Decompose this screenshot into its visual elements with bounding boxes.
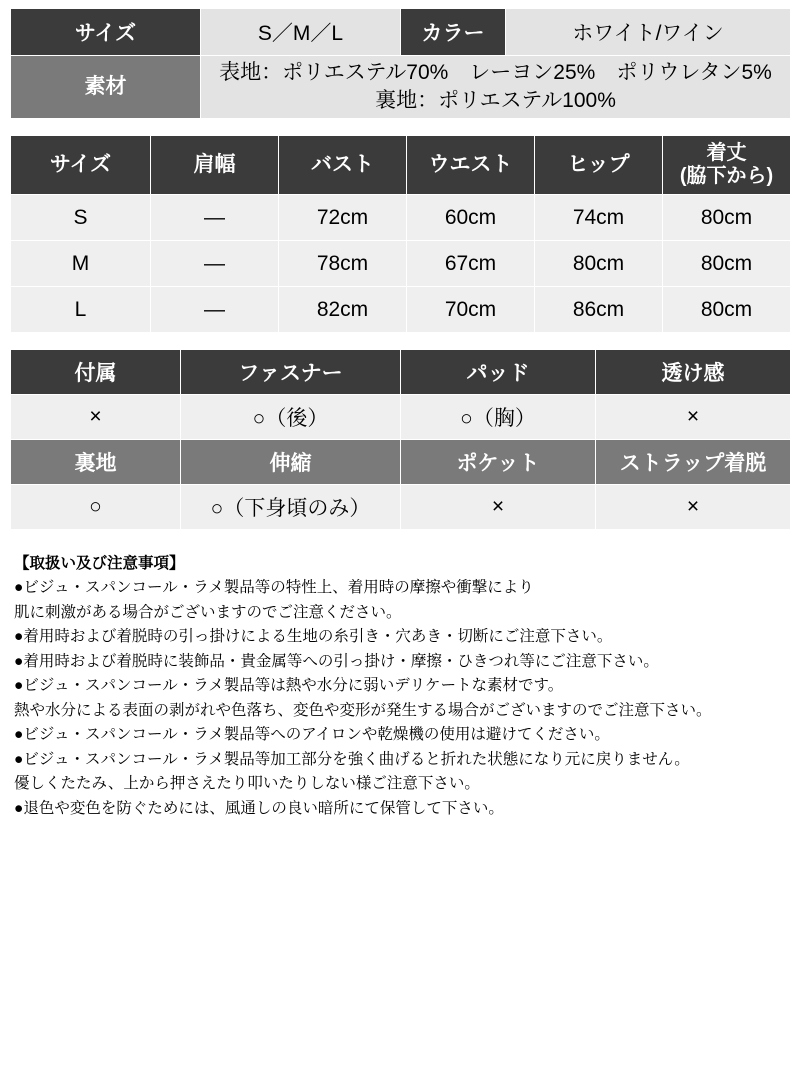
spec-value-material [201, 56, 791, 119]
feature-value-lining: ○ [11, 485, 181, 530]
feature-header-strap: ストラップ着脱 [596, 440, 791, 485]
feature-header-accessory: 付属 [11, 350, 181, 395]
size-cell-hip: 86cm [535, 287, 663, 333]
feature-header-zipper: ファスナー [181, 350, 401, 395]
feature-header-row-1 [11, 350, 791, 395]
size-row-s [11, 195, 791, 241]
care-note-line: ●着用時および着脱時の引っ掛けによる生地の糸引き・穴あき・切断にご注意下さい。 [14, 628, 613, 646]
feature-header-lining: 裏地 [11, 440, 181, 485]
size-cell-waist: 70cm [407, 287, 535, 333]
size-cell-bust: 72cm [279, 195, 407, 241]
feature-value-sheerness: × [596, 395, 791, 440]
feature-table [10, 349, 791, 530]
feature-value-zipper: ○（後） [181, 395, 401, 440]
care-notes [10, 552, 790, 821]
size-header-length [663, 136, 791, 195]
feature-value-accessory: × [11, 395, 181, 440]
spec-label-color: カラー [401, 9, 506, 56]
spec-label-material: 素材 [11, 56, 201, 119]
size-chart-header-row [11, 136, 791, 195]
size-row-m [11, 241, 791, 287]
care-note-line: ●ビジュ・スパンコール・ラメ製品等加工部分を強く曲げると折れた状態になり元に戻りません。 [14, 750, 690, 768]
spec-label-size: サイズ [11, 9, 201, 56]
size-cell-length: 80cm [663, 287, 791, 333]
feature-header-pocket: ポケット [401, 440, 596, 485]
feature-header-pad: パッド [401, 350, 596, 395]
material-line-lining: 裏地：ポリエステル100% [375, 89, 616, 112]
spec-row-material [11, 56, 791, 119]
spec-value-size: S／M／L [201, 9, 401, 56]
size-header-bust: バスト [279, 136, 407, 195]
size-cell-length: 80cm [663, 195, 791, 241]
spec-value-color: ホワイト/ワイン [506, 9, 791, 56]
care-note-line: 肌に刺激がある場合がございますのでご注意ください。 [14, 603, 402, 621]
size-cell-hip: 80cm [535, 241, 663, 287]
size-cell-shoulder: — [151, 287, 279, 333]
size-cell-bust: 78cm [279, 241, 407, 287]
size-row-l [11, 287, 791, 333]
size-header-length-main: 着丈 [706, 142, 747, 164]
feature-value-pocket: × [401, 485, 596, 530]
care-note-line: ●退色や変色を防ぐためには、風通しの良い暗所にて保管して下さい。 [14, 799, 504, 817]
size-header-shoulder: 肩幅 [151, 136, 279, 195]
care-note-line: ●ビジュ・スパンコール・ラメ製品等は熱や水分に弱いデリケートな素材です。 [14, 677, 564, 695]
feature-value-stretch: ○（下身頃のみ） [181, 485, 401, 530]
size-header-length-sub: (脇下から) [679, 165, 774, 187]
size-cell-waist: 67cm [407, 241, 535, 287]
size-chart-table [10, 135, 791, 333]
size-cell-shoulder: — [151, 195, 279, 241]
spec-table [10, 8, 791, 119]
care-notes-title: 【取扱い及び注意事項】 [14, 555, 185, 572]
size-cell-bust: 82cm [279, 287, 407, 333]
feature-header-row-2 [11, 440, 791, 485]
size-cell-waist: 60cm [407, 195, 535, 241]
feature-value-row-1 [11, 395, 791, 440]
care-note-line: 優しくたたみ、上から押さえたり叩いたりしない様ご注意下さい。 [14, 775, 480, 793]
size-header-waist: ウエスト [407, 136, 535, 195]
feature-value-pad: ○（胸） [401, 395, 596, 440]
spec-row-size-color [11, 9, 791, 56]
care-note-line: ●ビジュ・スパンコール・ラメ製品等へのアイロンや乾燥機の使用は避けてください。 [14, 726, 610, 744]
feature-value-strap: × [596, 485, 791, 530]
feature-header-sheerness: 透け感 [596, 350, 791, 395]
size-header-hip: ヒップ [535, 136, 663, 195]
size-cell-length: 80cm [663, 241, 791, 287]
feature-header-stretch: 伸縮 [181, 440, 401, 485]
material-line-outer: 表地：ポリエステル70% レーヨン25% ポリウレタン5% [219, 60, 772, 84]
size-header-size: サイズ [11, 136, 151, 195]
size-cell-hip: 74cm [535, 195, 663, 241]
care-note-line: ●着用時および着脱時に装飾品・貴金属等への引っ掛け・摩擦・ひきつれ等にご注意下さい。 [14, 652, 659, 670]
care-note-line: 熱や水分による表面の剥がれや色落ち、変色や変形が発生する場合がございますのでご注意下さい。 [14, 701, 712, 719]
size-cell-label: M [11, 241, 151, 287]
size-cell-label: S [11, 195, 151, 241]
care-note-line: ●ビジュ・スパンコール・ラメ製品等の特性上、着用時の摩擦や衝撃により [14, 579, 534, 597]
size-cell-shoulder: — [151, 241, 279, 287]
size-cell-label: L [11, 287, 151, 333]
feature-value-row-2 [11, 485, 791, 530]
